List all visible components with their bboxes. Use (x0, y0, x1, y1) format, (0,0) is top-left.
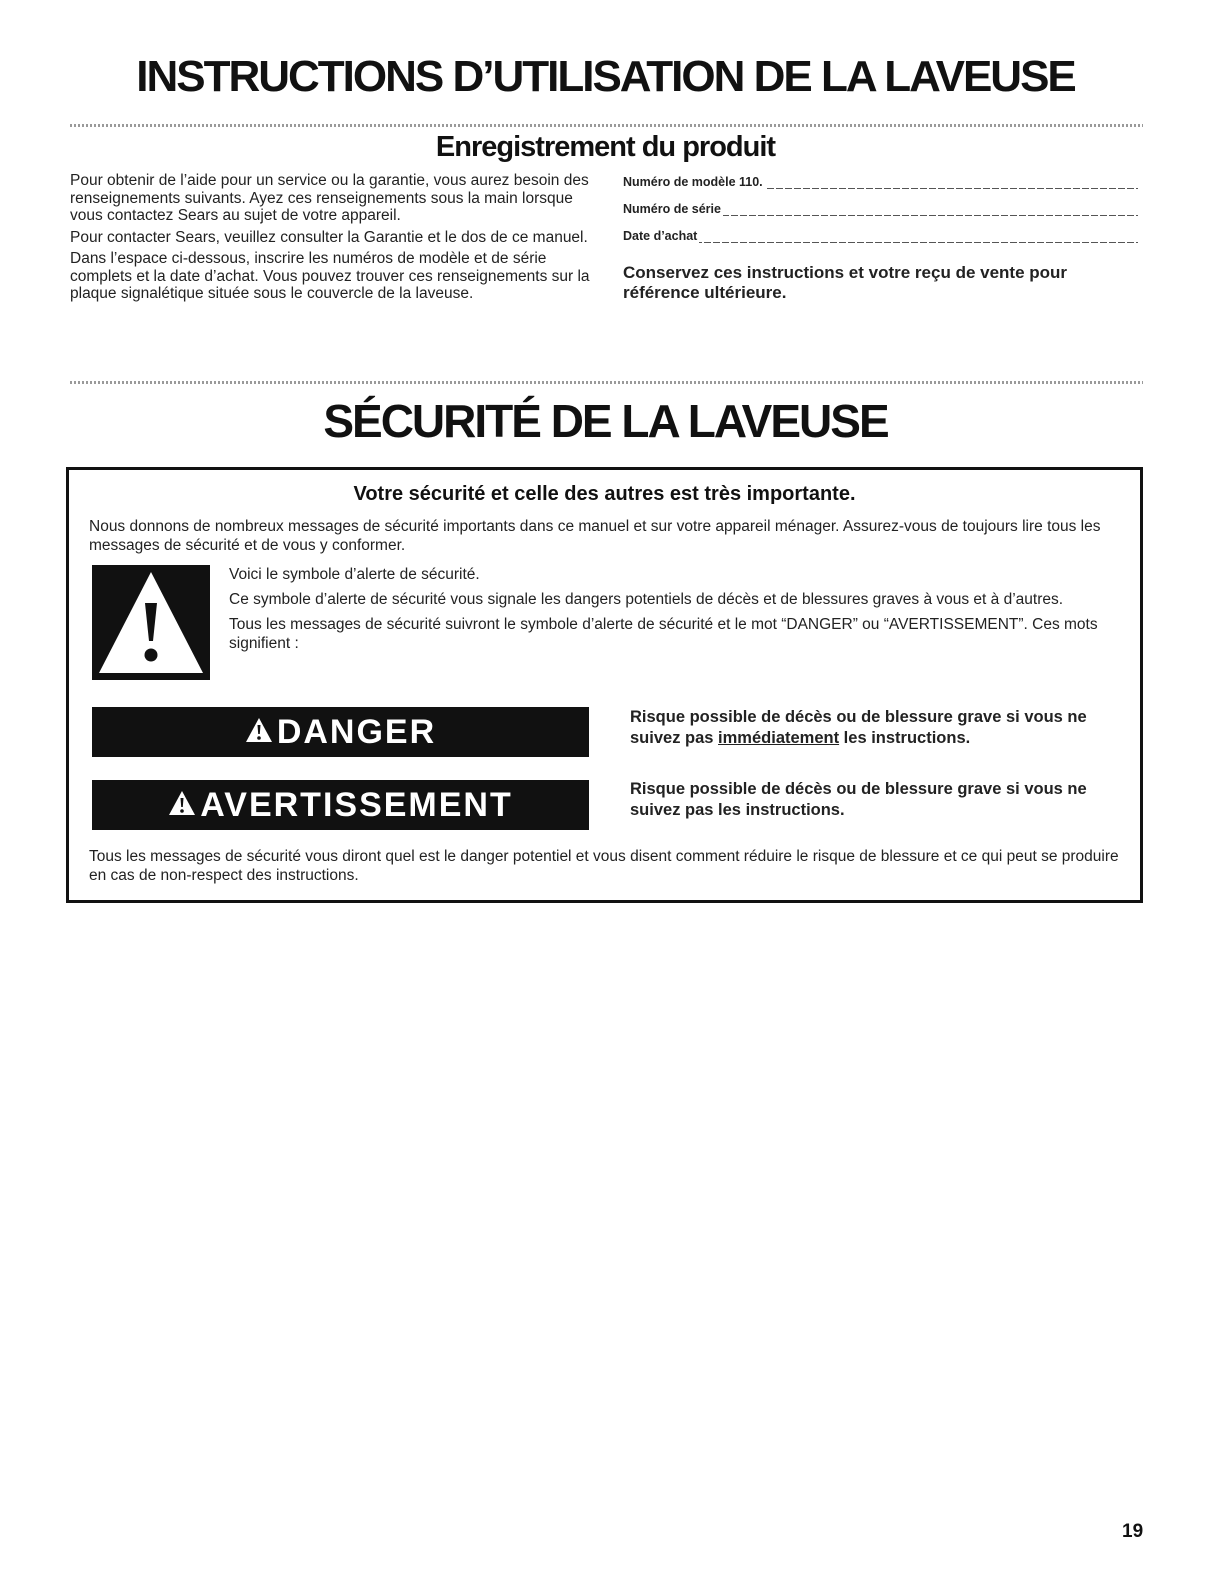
purchase-date-label: Date d’achat (623, 229, 698, 243)
model-number-field[interactable] (623, 172, 1138, 195)
safety-intro: Nous donnons de nombreux messages de sécurité importants dans ce manuel et sur votre appareil ménager. Assurez-vous de toujours lire tous les messages de sécurité et de vous y conformer. (89, 518, 1101, 554)
registration-form (623, 172, 1138, 303)
model-number-label: Numéro de modèle 110. (623, 175, 763, 189)
registration-paragraph: Dans l’espace ci-dessous, inscrire les numéros de modèle et de série complets et la date d’achat. Vous pouvez trouver ces renseignements sur la plaque signalétique située sous le couvercle de la laveuse. (70, 250, 590, 302)
danger-description (630, 707, 1135, 749)
dotted-divider (70, 124, 1143, 127)
danger-emphasis: immédiatement (718, 729, 840, 747)
alert-line: Ce symbole d’alerte de sécurité vous signale les dangers potentiels de décès et de blessures graves à vous et à d’autres. (229, 591, 1064, 608)
serial-number-field[interactable] (623, 199, 1138, 222)
registration-paragraph: Pour obtenir de l’aide pour un service ou la garantie, vous aurez besoin des renseignements suivants. Ayez ces renseignements sous la main lorsque vous contactez Sears au sujet de votre appareil. (70, 172, 589, 224)
section-subtitle: Enregistrement du produit (435, 131, 776, 163)
purchase-date-field[interactable] (623, 226, 1138, 249)
keep-instructions-note: Conservez ces instructions et votre reçu de vente pour référence ultérieure. (623, 263, 1068, 302)
serial-number-label: Numéro de série (623, 202, 721, 216)
danger-description-text: Risque possible de décès ou de blessure grave si vous ne suivez pas (630, 708, 1087, 747)
safety-heading: Votre sécurité et celle des autres est très importante. (353, 483, 856, 505)
safety-notice-box (66, 467, 1143, 903)
warning-description: Risque possible de décès ou de blessure grave si vous ne suivez pas les instructions. (630, 780, 1087, 819)
dotted-divider (70, 381, 1143, 384)
fill-in-line (623, 242, 1138, 243)
warning-signal-word (92, 780, 589, 830)
alert-explanation (229, 565, 1109, 659)
safety-section-title: SÉCURITÉ DE LA LAVEUSE (323, 395, 888, 447)
danger-signal-word (92, 707, 589, 757)
safety-outro: Tous les messages de sécurité vous diront quel est le danger potentiel et vous disent comment réduire le risque de blessure et ce qui peut se produire en cas de non-respect des instructions. (89, 848, 1119, 884)
danger-label: DANGER (276, 712, 437, 751)
warning-triangle-icon (168, 786, 196, 825)
registration-paragraph: Pour contacter Sears, veuillez consulter la Garantie et le dos de ce manuel. (70, 228, 588, 246)
page-number: 19 (1122, 1521, 1144, 1542)
alert-line: Voici le symbole d’alerte de sécurité. (229, 566, 480, 583)
registration-instructions (70, 172, 590, 307)
safety-alert-symbol-icon (92, 565, 210, 680)
alert-line: Tous les messages de sécurité suivront le symbole d’alerte de sécurité et le mot “DANGER” ou “AVERTISSEMENT”. Ces mots signifient : (229, 616, 1098, 652)
danger-description-text: les instructions. (839, 729, 971, 747)
page-title: INSTRUCTIONS D’UTILISATION DE LA LAVEUSE (136, 52, 1075, 101)
warning-triangle-icon (245, 713, 273, 752)
warning-label: AVERTISSEMENT (200, 785, 513, 824)
